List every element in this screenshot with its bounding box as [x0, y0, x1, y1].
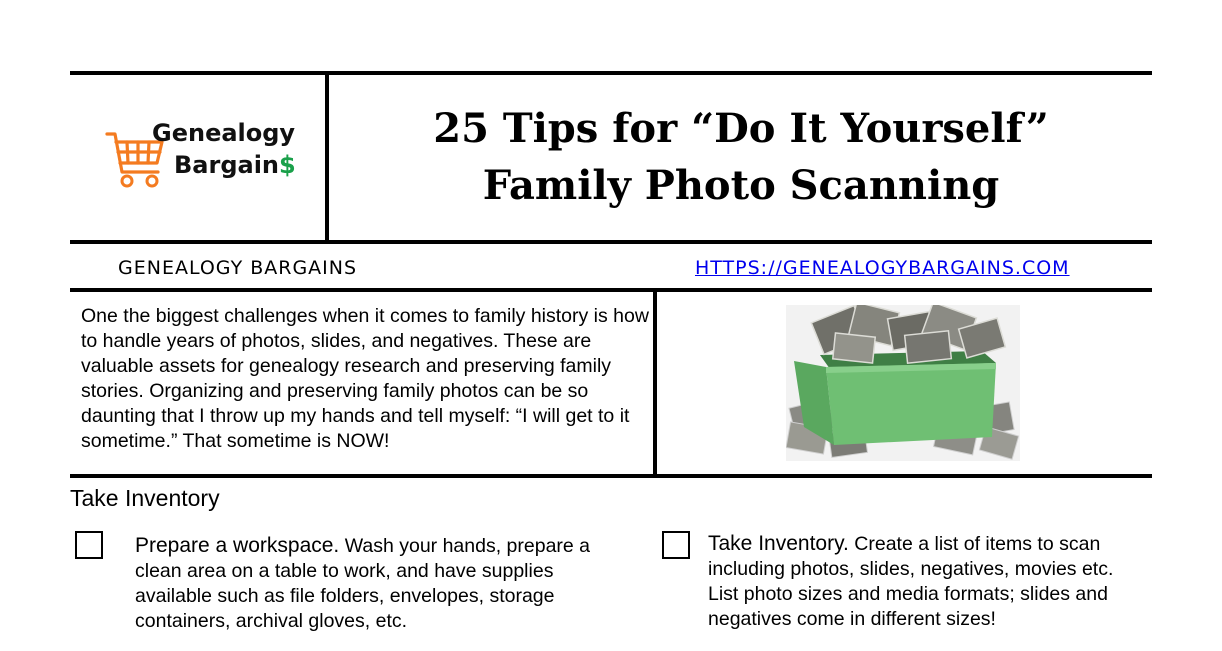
logo-line-2-text: Bargain — [174, 151, 280, 179]
page-title — [330, 100, 1152, 214]
tip-2-checkbox[interactable] — [662, 531, 690, 559]
tip-2-body: Create a list of items to scan including photos, slides, negatives, movies etc. List photo sizes and media formats; slides and negatives come in different sizes! — [708, 533, 1114, 630]
rule-under-intro — [70, 474, 1152, 478]
logo-dollar-sign: $ — [279, 151, 296, 179]
title-line-1: 25 Tips for “Do It Yourself” — [433, 105, 1049, 152]
site-name: GENEALOGY BARGAINS — [118, 257, 358, 279]
section-title: Take Inventory — [70, 485, 220, 511]
photo-box-image — [786, 305, 1020, 461]
genealogy-bargains-logo — [104, 118, 304, 198]
rule-header-divider — [325, 71, 329, 242]
title-line-2: Family Photo Scanning — [482, 162, 1000, 209]
logo-line-2 — [174, 151, 296, 179]
tip-1 — [135, 533, 615, 634]
tip-2 — [708, 531, 1148, 632]
rule-top — [70, 71, 1152, 75]
rule-under-header — [70, 240, 1152, 244]
site-url-link[interactable]: HTTPS://GENEALOGYBARGAINS.COM — [695, 257, 1070, 279]
rule-under-byline — [70, 288, 1152, 292]
rule-intro-divider — [653, 288, 657, 476]
intro-paragraph: One the biggest challenges when it comes to family history is how to handle years of photos, slides, and negatives. These are valuable assets for genealogy research and preserving family stories. Organizing and preserving family photos can be so daunting that I throw up my hands and tell myself: “I will get to it sometime.” That sometime is NOW! — [81, 305, 649, 452]
tip-1-heading: Prepare a workspace. — [135, 534, 340, 557]
tip-1-body: Wash your hands, prepare a clean area on a table to work, and have supplies available such as file folders, envelopes, storage containers, archival gloves, etc. — [135, 535, 591, 632]
tip-2-heading: Take Inventory. — [708, 532, 849, 555]
logo-line-1: Genealogy — [152, 119, 296, 147]
tip-1-checkbox[interactable] — [75, 531, 103, 559]
